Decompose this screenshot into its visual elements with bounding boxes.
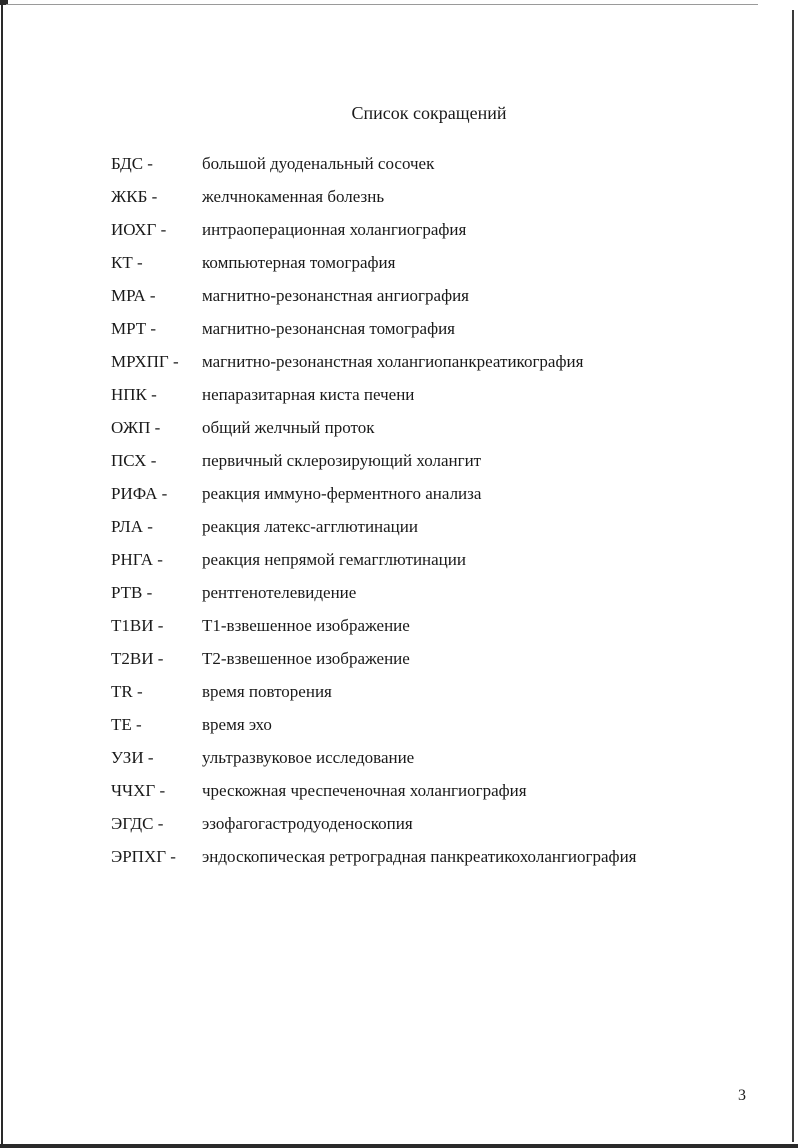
abbreviation-definition: первичный склерозирующий холангит bbox=[202, 450, 482, 470]
abbreviation-definition: реакция иммуно-ферментного анализа bbox=[202, 483, 482, 503]
abbreviation-term: ОЖП - bbox=[111, 417, 161, 437]
abbreviation-row bbox=[111, 213, 636, 246]
abbreviation-row bbox=[111, 510, 636, 543]
abbreviation-term: Т1ВИ - bbox=[111, 615, 164, 635]
scan-right-edge bbox=[792, 10, 794, 1142]
abbreviation-term: МРА - bbox=[111, 285, 156, 305]
abbreviation-definition: магнитно-резонанстная холангиопанкреатикография bbox=[202, 351, 584, 371]
abbreviation-list bbox=[111, 147, 636, 873]
abbreviation-definition: время эхо bbox=[202, 714, 272, 734]
abbreviation-row bbox=[111, 543, 636, 576]
abbreviation-row bbox=[111, 411, 636, 444]
abbreviation-term: МРТ - bbox=[111, 318, 157, 338]
abbreviation-row bbox=[111, 180, 636, 213]
abbreviation-row bbox=[111, 279, 636, 312]
abbreviation-row bbox=[111, 642, 636, 675]
scan-bottom-edge bbox=[0, 1144, 798, 1148]
abbreviation-row bbox=[111, 840, 636, 873]
abbreviation-term: РИФА - bbox=[111, 483, 168, 503]
abbreviation-definition: непаразитарная киста печени bbox=[202, 384, 415, 404]
abbreviation-term: ЭРПХГ - bbox=[111, 846, 176, 866]
abbreviation-definition: Т2-взвешенное изображение bbox=[202, 648, 410, 668]
abbreviation-term: ПСХ - bbox=[111, 450, 157, 470]
abbreviation-definition: большой дуоденальный сосочек bbox=[202, 153, 435, 173]
abbreviation-row bbox=[111, 378, 636, 411]
abbreviation-row bbox=[111, 741, 636, 774]
abbreviation-row bbox=[111, 675, 636, 708]
abbreviation-row bbox=[111, 477, 636, 510]
abbreviation-term: TR - bbox=[111, 681, 143, 701]
abbreviation-row bbox=[111, 576, 636, 609]
abbreviation-term: ЭГДС - bbox=[111, 813, 164, 833]
abbreviation-definition: магнитно-резонансная томография bbox=[202, 318, 455, 338]
abbreviation-definition: ультразвуковое исследование bbox=[202, 747, 415, 767]
abbreviation-term: РЛА - bbox=[111, 516, 153, 536]
abbreviation-definition: чрескожная чреспеченочная холангиография bbox=[202, 780, 527, 800]
abbreviation-definition: общий желчный проток bbox=[202, 417, 375, 437]
abbreviation-row bbox=[111, 345, 636, 378]
abbreviation-definition: реакция латекс-агглютинации bbox=[202, 516, 418, 536]
abbreviation-row bbox=[111, 312, 636, 345]
abbreviation-definition: магнитно-резонанстная ангиография bbox=[202, 285, 470, 305]
abbreviation-term: УЗИ - bbox=[111, 747, 154, 767]
abbreviation-definition: интраоперационная холангиография bbox=[202, 219, 467, 239]
abbreviation-row bbox=[111, 147, 636, 180]
page-title: Список сокращений bbox=[351, 103, 507, 123]
abbreviation-term: ТЕ - bbox=[111, 714, 142, 734]
abbreviation-definition: время повторения bbox=[202, 681, 332, 701]
abbreviation-term: РНГА - bbox=[111, 549, 163, 569]
abbreviation-term: МРХПГ - bbox=[111, 351, 179, 371]
abbreviation-row bbox=[111, 774, 636, 807]
abbreviation-definition: компьютерная томография bbox=[202, 252, 396, 272]
abbreviation-row bbox=[111, 609, 636, 642]
abbreviation-row bbox=[111, 444, 636, 477]
abbreviation-definition: желчнокаменная болезнь bbox=[202, 186, 385, 206]
abbreviation-row bbox=[111, 807, 636, 840]
abbreviation-row bbox=[111, 246, 636, 279]
abbreviation-term: КТ - bbox=[111, 252, 143, 272]
abbreviation-definition: Т1-взвешенное изображение bbox=[202, 615, 410, 635]
scan-left-edge bbox=[1, 0, 3, 1148]
abbreviation-term: Т2ВИ - bbox=[111, 648, 164, 668]
abbreviation-row bbox=[111, 708, 636, 741]
abbreviation-term: БДС - bbox=[111, 153, 153, 173]
abbreviation-definition: реакция непрямой гемагглютинации bbox=[202, 549, 466, 569]
page-number: 3 bbox=[738, 1087, 746, 1104]
abbreviation-definition: рентгенотелевидение bbox=[202, 582, 357, 602]
abbreviation-definition: эзофагогастродуоденоскопия bbox=[202, 813, 413, 833]
scan-top-edge bbox=[6, 4, 758, 5]
abbreviation-term: ЖКБ - bbox=[111, 186, 158, 206]
abbreviation-term: НПК - bbox=[111, 384, 157, 404]
abbreviation-term: ИОХГ - bbox=[111, 219, 167, 239]
abbreviation-term: РТВ - bbox=[111, 582, 153, 602]
abbreviation-term: ЧЧХГ - bbox=[111, 780, 166, 800]
abbreviation-definition: эндоскопическая ретроградная панкреатикохолангиография bbox=[202, 846, 637, 866]
